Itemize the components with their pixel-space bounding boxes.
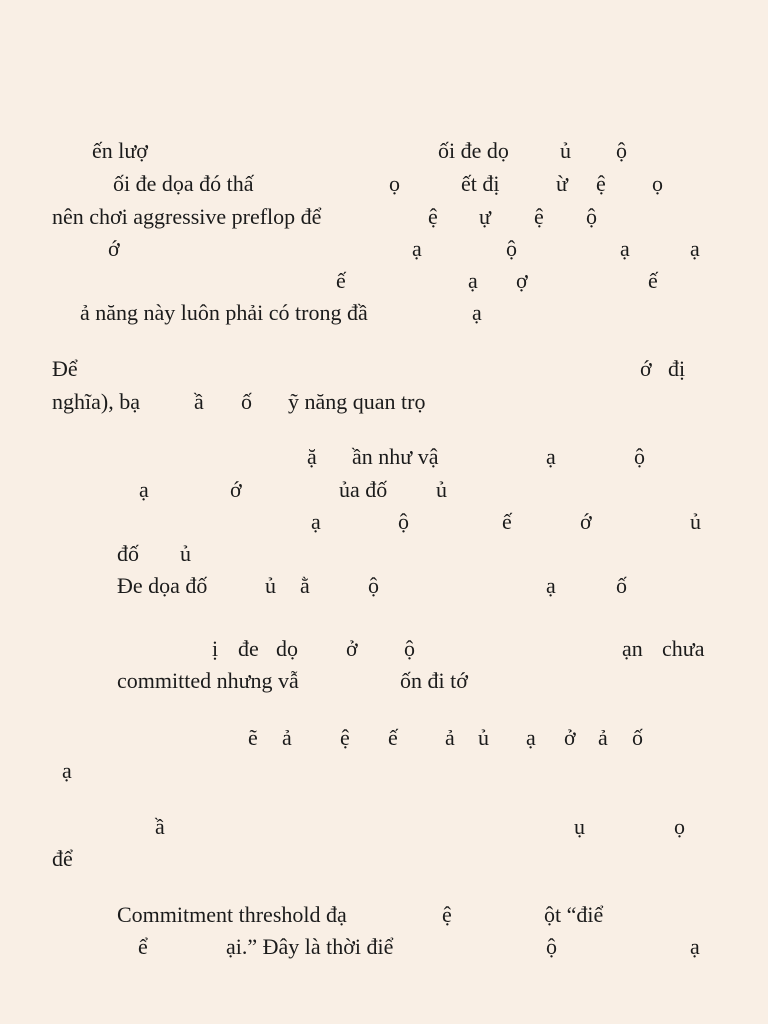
text-fragment: ủ: [478, 725, 489, 750]
text-fragment: ố: [616, 573, 627, 598]
text-fragment: committed nhưng vẫ: [117, 668, 299, 693]
text-fragment: ớ: [108, 236, 120, 261]
text-fragment: ạ: [311, 509, 321, 534]
text-fragment: ự: [479, 204, 491, 229]
text-fragment: ủ: [436, 477, 447, 502]
text-fragment: ớ: [230, 477, 242, 502]
text-fragment: ốn đi tớ: [400, 668, 468, 693]
text-fragment: ạn: [622, 636, 643, 661]
text-fragment: ớ: [580, 509, 592, 534]
text-fragment: ả: [445, 725, 455, 750]
text-fragment: ủ: [690, 509, 701, 534]
text-fragment: ạ: [546, 573, 556, 598]
text-fragment: ối đe dọ: [438, 138, 509, 163]
text-fragment: đố: [117, 541, 139, 566]
text-fragment: nghĩa), bạ: [52, 389, 140, 414]
text-fragment: Để: [52, 356, 78, 381]
text-fragment: Commitment threshold đạ: [117, 902, 347, 927]
text-fragment: dọ: [276, 636, 298, 661]
text-fragment: ị: [212, 636, 219, 661]
text-fragment: ọ: [389, 171, 400, 196]
text-fragment: ế: [502, 509, 512, 534]
text-fragment: ạ: [526, 725, 536, 750]
text-fragment: ại.” Đây là thời điể: [226, 934, 394, 959]
text-fragment: ụ: [574, 814, 585, 839]
text-fragment: ở: [346, 636, 358, 661]
text-fragment: ầ: [194, 389, 204, 414]
text-fragment: nên chơi aggressive preflop để: [52, 204, 322, 229]
text-fragment: ọ: [674, 814, 685, 839]
text-fragment: ả: [282, 725, 292, 750]
text-fragment: ợ: [516, 268, 528, 293]
text-fragment: ả năng này luôn phải có trong đầ: [80, 300, 368, 325]
text-fragment: ể: [138, 934, 148, 959]
text-fragment: ộ: [506, 236, 517, 261]
text-fragment: ủ: [265, 573, 276, 598]
text-fragment: ế: [336, 268, 346, 293]
text-fragment: ạ: [546, 444, 556, 469]
text-fragment: ạ: [620, 236, 630, 261]
text-fragment: ối đe dọa đó thấ: [113, 171, 254, 196]
text-fragment: ết đị: [461, 171, 500, 196]
text-fragment: ớ: [640, 356, 652, 381]
text-fragment: ạ: [468, 268, 478, 293]
text-fragment: ạ: [62, 758, 72, 783]
text-fragment: ế: [648, 268, 658, 293]
text-fragment: ế: [388, 725, 398, 750]
text-fragment: ả: [598, 725, 608, 750]
text-fragment: ặ: [307, 444, 317, 469]
text-fragment: ằ: [300, 573, 310, 598]
text-fragment: ến lượ: [92, 138, 148, 163]
text-fragment: chưa: [662, 636, 705, 661]
text-fragment: ộ: [616, 138, 627, 163]
text-fragment: ố: [241, 389, 252, 414]
text-fragment: ộ: [634, 444, 645, 469]
text-fragment: ộ: [368, 573, 379, 598]
text-fragment: đe: [238, 636, 259, 661]
text-fragment: ạ: [690, 934, 700, 959]
text-fragment: ạ: [472, 300, 482, 325]
text-fragment: ọ: [652, 171, 663, 196]
text-fragment: ệ: [428, 204, 438, 229]
text-fragment: ầ: [155, 814, 165, 839]
text-fragment: ủ: [560, 138, 571, 163]
text-fragment: ệ: [596, 171, 606, 196]
text-fragment: ừ: [556, 171, 568, 196]
text-fragment: ố: [632, 725, 643, 750]
text-fragment: ạ: [690, 236, 700, 261]
text-fragment: ở: [564, 725, 576, 750]
text-fragment: ệ: [534, 204, 544, 229]
text-fragment: ộ: [398, 509, 409, 534]
text-fragment: ạ: [412, 236, 422, 261]
text-fragment: ệ: [442, 902, 452, 927]
text-fragment: ủa đố: [339, 477, 388, 502]
text-fragment: ỹ năng quan trọ: [288, 389, 426, 414]
text-fragment: đị: [668, 356, 686, 381]
text-fragment: ột “điể: [544, 902, 604, 927]
text-fragment: ộ: [546, 934, 557, 959]
text-fragment: ủ: [180, 541, 191, 566]
text-fragment: ệ: [340, 725, 350, 750]
text-fragment: ộ: [404, 636, 415, 661]
text-fragment: ần như vậ: [352, 444, 439, 469]
text-fragment: ạ: [139, 477, 149, 502]
text-fragment: Đe dọa đố: [117, 573, 208, 598]
text-fragment: ẽ: [248, 725, 258, 750]
text-fragment: để: [52, 846, 73, 871]
text-fragment: ộ: [586, 204, 597, 229]
